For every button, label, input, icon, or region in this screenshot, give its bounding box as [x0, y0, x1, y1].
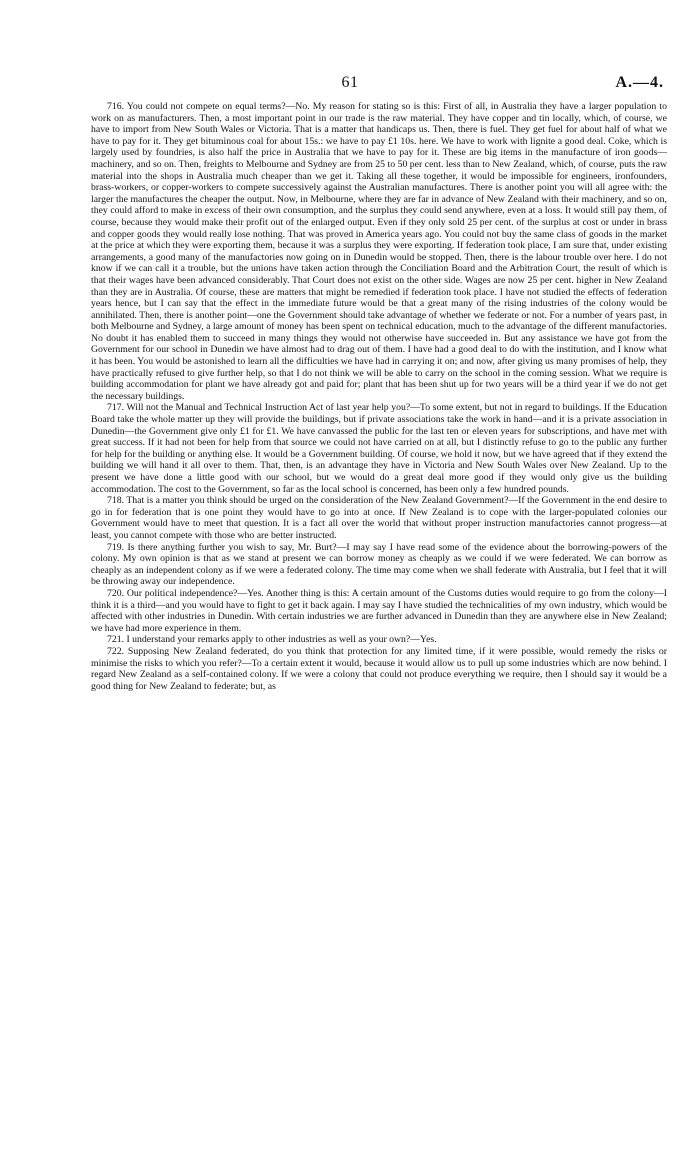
- paragraph-719: 719. Is there anything further you wish to say, Mr. Burt?—I may say I have read some of the evidence about the borrowing-powers of the colony. My own opinion is that as we stand at present we can borrow money as cheaply as we could if we were federated. We can borrow as cheaply as an independent colony as if we were a federated colony. The time may come when we shall federate with Australia, but I feel that it will be throwing away our independence.: [91, 541, 667, 588]
- paragraph-721: 721. I understand your remarks apply to other industries as well as your own?—Yes.: [107, 634, 437, 646]
- paragraph-722: 722. Supposing New Zealand federated, do you think that protection for any limited time, if it were possible, would remedy the risks or minimise the risks to which you refer?—To a certain extent it would, because it would allow us to pull up some industries which are now behind. I regard New Zealand as a self-contained colony. If we were a colony that could not produce everything we require, then I should say it would be a good thing for New Zealand to federate; but, as: [91, 645, 667, 692]
- evidence-text: [91, 101, 667, 692]
- paragraph-717: 717. Will not the Manual and Technical Instruction Act of last year help you?—To some extent, but not in regard to buildings. If the Education Board take the whole matter up they will provide the buildings, but if private associations take the work in hand—and it is a private association in Dunedin—the Government give only £1 for £1. We have canvassed the public for the last ten or eleven years for subscriptions, and have met with great success. If it had not been for help from that source we could not have carried on at all, but I distinctly refuse to go to the public any further for help for the building or anything else. It would be a Government building. Of course, we hold it now, but we have agreed that if they extend the building we will hand it all over to them. That, then, is an advantage they have in Victoria and New South Wales over New Zealand. Up to the present we have done a little good with our school, but we would do a great deal more good if they would only give us the building accommodation. The cost to the Government, so far as the local school is concerned, has been only a few hundred pounds.: [91, 402, 667, 495]
- page-number: 61: [341, 74, 359, 91]
- paragraph-720: 720. Our political independence?—Yes. Another thing is this: A certain amount of the Customs duties would require to go from the colony—I think it is a third—and you would have to fight to get it back again. I may say I have studied the technicalities of my own industry, which would be affected with other industries in Dunedin. With certain industries we are further advanced in Dunedin than they are anywhere else in New Zealand; we have had more experience in them.: [91, 587, 667, 634]
- paragraph-716: 716. You could not compete on equal terms?—No. My reason for stating so is this: First of all, in Australia they have a larger population to work on as manufacturers. Then, a most important point in our trade is the raw material. They have copper and tin locally, which, of course, we have to import from New South Wales or Victoria. That is a matter that handicaps us. Then, there is fuel. They get fuel for about half of what we have to pay for it. They get bituminous coal for about 15s.: we have to pay £1 10s. here. We have to work with lignite a good deal. Coke, which is largely used by foundries, is also half the price in Australia that we have to pay for it. These are big items in the manufacture of iron goods—machinery, and so on. Then, freights to Melbourne and Sydney are from 25 to 50 per cent. less than to New Zealand, which, of course, puts the raw material into the shops in Australia much cheaper than we get it. Taking all these together, it would be impossible for engineers, ironfounders, brass-workers, or copper-workers to compete successively against the Australian manufactures. There is another point you will all agree with: the larger the manufactures the cheaper the output. Now, in Melbourne, where they are far in advance of New Zealand with their machinery, and so on, they could afford to make in excess of their own consumption, and the surplus they could send anywhere, even at a loss. It would still pay them, of course, because they would make their profit out of the enlarged output. Even if they only sold 25 per cent. of the surplus at cost or under in brass and copper goods they would really lose nothing. That was proved in America years ago. You could not buy the same class of goods in the market at the price at which they were exporting them, because it was a surplus they were exporting. If federation took place, I am sure that, under existing arrangements, a good many of the manufactories now going on in Dunedin would be stopped. Then, there is the labour trouble over here. I do not know if we can call it a trouble, but the unions have taken action through the Conciliation Board and the Arbitration Court, the result of which is that their wages have been advanced considerably. That Court does not exist on the other side. Wages are now 25 per cent. higher in New Zealand than they are in Australia. Of course, these are matters that might be remedied if federation took place. I have not studied the effects of federation years hence, but I can say that the effect in the immediate future would be that a great many of the rising industries of the colony would be annihilated. Then, there is another point—one the Government should take advantage of whether we federate or not. For a number of years past, in both Melbourne and Sydney, a large amount of money has been spent on technical education, much to the advantage of the different manufactories. No doubt it has enabled them to succeed in many things they would not otherwise have succeeded in. But any assistance we have got from the Government for our school in Dunedin we have almost had to drag out of them. I have had a good deal to do with the institution, and I know what it has been. You would be astonished to learn all the difficulties we have had in carrying it on; and now, after giving us many promises of help, they have practically refused to give further help, so that I do not think we will be able to carry on the school in the coming session. What we require is building accommodation for plant we have already got and paid for; plant that has been shut up for two years will be a third year if we do not get the necessary buildings.: [91, 101, 667, 402]
- paragraph-718: 718. That is a matter you think should be urged on the consideration of the New Zealand Government?—If the Government in the end desire to go in for federation that is one point they would have to go into at once. If New Zealand is to cope with the larger-populated colonies our Government would have to meet that question. It is a fact all over the world that without proper instruction manufactories cannot progress—at least, you cannot compete with those who are better instructed.: [91, 495, 667, 541]
- page-reference: A.—4.: [615, 74, 664, 91]
